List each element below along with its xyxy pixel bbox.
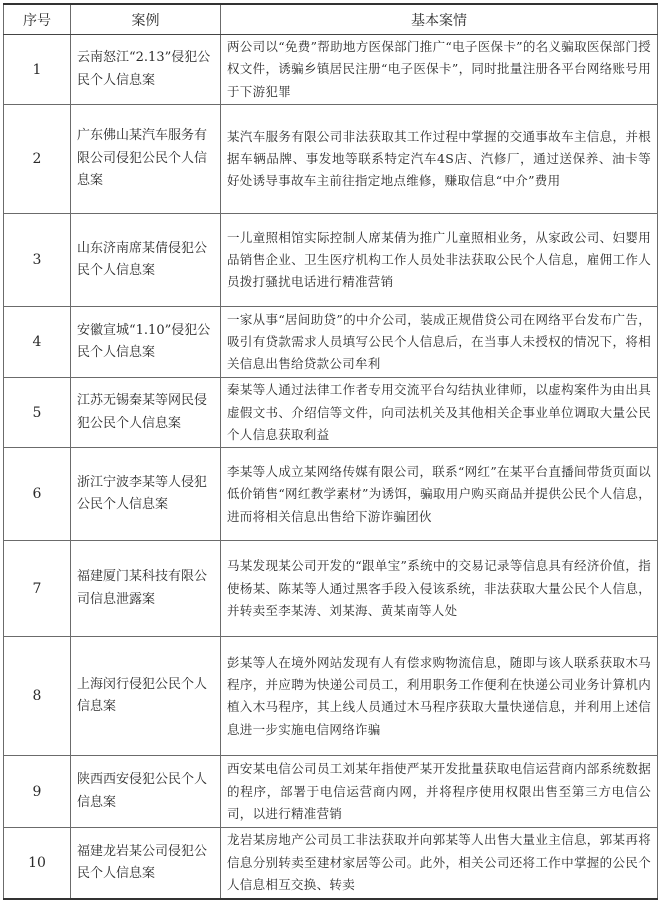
table-row bbox=[4, 828, 658, 899]
row-index: 2 bbox=[4, 105, 71, 214]
row-details: 一儿童照相馆实际控制人席某倩为推广儿童照相业务，从家政公司、妇婴用品销售企业、卫生医疗机构工作人员处非法获取公民个人信息，雇佣工作人员拨打骚扰电话进行精准营销 bbox=[221, 214, 658, 307]
row-case: 上海闵行侵犯公民个人信息案 bbox=[71, 637, 221, 756]
table-row bbox=[4, 756, 658, 828]
table-header-row bbox=[4, 4, 658, 35]
row-details: 马某发现某公司开发的“跟单宝”系统中的交易记录等信息具有经济价值，指使杨某、陈某等人通过黑客手段入侵该系统，非法获取大量公民个人信息，并转卖至李某涛、刘某海、黄某南等人处 bbox=[221, 541, 658, 637]
table-row bbox=[4, 105, 658, 214]
row-index: 1 bbox=[4, 35, 71, 105]
row-details: 某汽车服务有限公司非法获取其工作过程中掌握的交通事故车主信息，并根据车辆品牌、事发地等联系特定汽车4S店、汽修厂，通过送保养、油卡等好处诱导事故车主前往指定地点维修，赚取信息“中介”费用 bbox=[221, 105, 658, 214]
row-case: 福建龙岩某公司侵犯公民个人信息案 bbox=[71, 828, 221, 899]
row-case: 福建厦门某科技有限公司信息泄露案 bbox=[71, 541, 221, 637]
row-index: 3 bbox=[4, 214, 71, 307]
row-case: 山东济南席某倩侵犯公民个人信息案 bbox=[71, 214, 221, 307]
row-index: 10 bbox=[4, 828, 71, 899]
row-index: 5 bbox=[4, 378, 71, 448]
row-details: 两公司以“免费”帮助地方医保部门推广“电子医保卡”的名义骗取医保部门授权文件，诱骗乡镇居民注册“电子医保卡”，同时批量注册各平台网络账号用于下游犯罪 bbox=[221, 35, 658, 105]
header-index: 序号 bbox=[4, 4, 71, 35]
row-index: 8 bbox=[4, 637, 71, 756]
row-details: 一家从事“居间助贷”的中介公司，装成正规借贷公司在网络平台发布广告，吸引有贷款需求人员填写公民个人信息后，在当事人未授权的情况下，将相关信息出售给贷款公司牟利 bbox=[221, 307, 658, 378]
row-details: 李某等人成立某网络传媒有限公司，联系“网红”在某平台直播间带货页面以低价销售“网红教学素材”为诱饵，骗取用户购买商品并提供公民个人信息，进而将相关信息出售给下游诈骗团伙 bbox=[221, 448, 658, 541]
row-index: 9 bbox=[4, 756, 71, 828]
header-details: 基本案情 bbox=[221, 4, 658, 35]
row-case: 浙江宁波李某等人侵犯公民个人信息案 bbox=[71, 448, 221, 541]
row-case: 江苏无锡秦某等网民侵犯公民个人信息案 bbox=[71, 378, 221, 448]
row-case: 云南怒江“2.13”侵犯公民个人信息案 bbox=[71, 35, 221, 105]
row-details: 秦某等人通过法律工作者专用交流平台勾结执业律师，以虚构案件为由出具虚假文书、介绍信等文件，向司法机关及其他相关企事业单位调取大量公民个人信息获取利益 bbox=[221, 378, 658, 448]
row-details: 西安某电信公司员工刘某年指使严某开发批量获取电信运营商内部系统数据的程序，部署于电信运营商内网，并将程序使用权限出售至第三方电信公司，以进行精准营销 bbox=[221, 756, 658, 828]
header-case: 案例 bbox=[71, 4, 221, 35]
row-case: 陕西西安侵犯公民个人信息案 bbox=[71, 756, 221, 828]
table-row bbox=[4, 307, 658, 378]
table-row bbox=[4, 35, 658, 105]
case-table bbox=[3, 3, 658, 900]
row-index: 6 bbox=[4, 448, 71, 541]
table-row bbox=[4, 378, 658, 448]
row-index: 7 bbox=[4, 541, 71, 637]
table-row bbox=[4, 448, 658, 541]
table-row bbox=[4, 637, 658, 756]
table-row bbox=[4, 541, 658, 637]
row-details: 龙岩某房地产公司员工非法获取并向郭某等人出售大量业主信息，郭某再将信息分别转卖至建材家居等公司。此外，相关公司还将工作中掌握的公民个人信息相互交换、转卖 bbox=[221, 828, 658, 899]
table-row bbox=[4, 214, 658, 307]
row-case: 广东佛山某汽车服务有限公司侵犯公民个人信息案 bbox=[71, 105, 221, 214]
row-index: 4 bbox=[4, 307, 71, 378]
row-case: 安徽宣城“1.10”侵犯公民个人信息案 bbox=[71, 307, 221, 378]
row-details: 彭某等人在境外网站发现有人有偿求购物流信息，随即与该人联系获取木马程序，并应聘为快递公司员工，利用职务工作便利在快递公司业务计算机内植入木马程序，其上线人员通过木马程序获取大量快递信息，并利用上述信息进一步实施电信网络诈骗 bbox=[221, 637, 658, 756]
